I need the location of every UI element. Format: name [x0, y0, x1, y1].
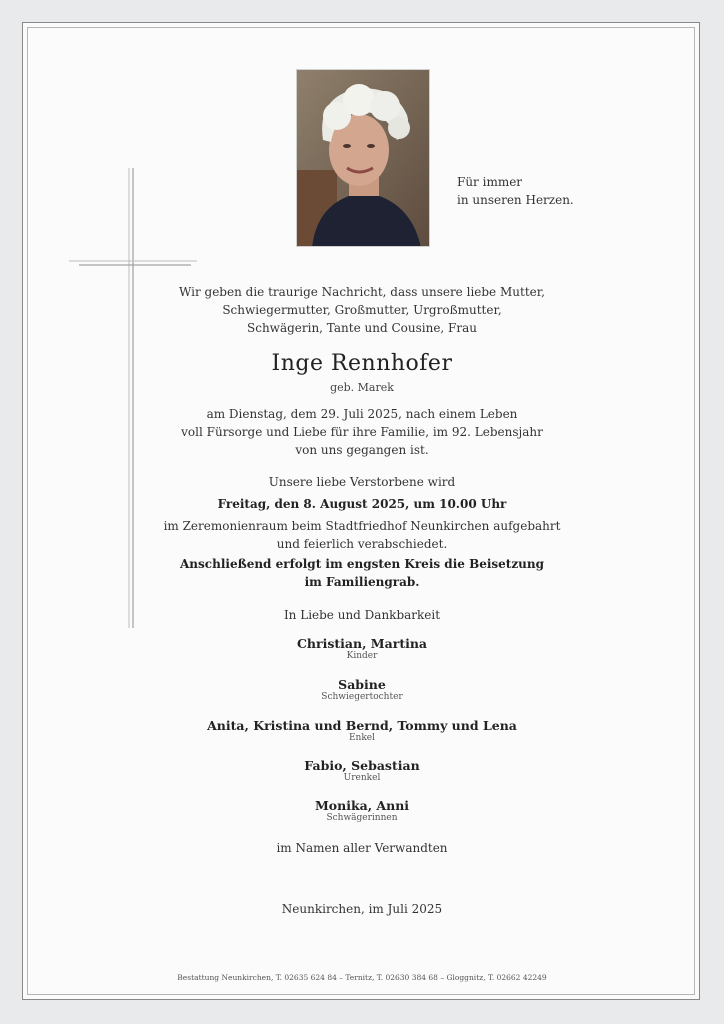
mourner-names: Fabio, Sebastian: [304, 758, 420, 773]
ceremony-place-line: im Zeremonienraum beim Stadtfriedhof Neunkirchen aufgebahrt: [163, 519, 561, 533]
motto-line: in unseren Herzen.: [457, 193, 574, 207]
maiden-name: geb. Marek: [330, 381, 394, 394]
mourner-entry: [23, 718, 701, 743]
ceremony-date: Freitag, den 8. August 2025, um 10.00 Uhr: [217, 497, 507, 511]
mourner-role: Kinder: [346, 651, 378, 661]
intro-line: Wir geben die traurige Nachricht, dass unsere liebe Mutter,: [179, 285, 545, 299]
portrait-photo: [296, 69, 430, 247]
mourner-entry: [23, 798, 701, 823]
place-date: Neunkirchen, im Juli 2025: [281, 902, 443, 916]
mourner-names: Christian, Martina: [296, 636, 428, 651]
ceremony-place: [23, 517, 701, 553]
intro-text: [23, 283, 701, 337]
intro-line: Schwiegermutter, Großmutter, Urgroßmutter,: [222, 303, 502, 317]
mourner-names: Sabine: [338, 677, 386, 692]
motto-line: Für immer: [457, 175, 523, 189]
motto-text: [457, 173, 574, 209]
mourner-entry: [23, 758, 701, 783]
burial-text: [23, 555, 701, 591]
intro-line: Schwägerin, Tante und Cousine, Frau: [247, 321, 477, 335]
mourner-role: Enkel: [348, 733, 376, 743]
death-text: [23, 405, 701, 459]
burial-line: Anschließend erfolgt im engsten Kreis die Beisetzung: [180, 557, 544, 571]
ceremony-intro: Unsere liebe Verstorbene wird: [268, 475, 456, 489]
death-line: voll Fürsorge und Liebe für ihre Familie, im 92. Lebensjahr: [181, 425, 543, 439]
ceremony-place-line: und feierlich verabschiedet.: [276, 537, 448, 551]
obituary-page: [22, 22, 700, 1000]
mourner-names: Anita, Kristina und Bernd, Tommy und Lena: [207, 718, 517, 733]
death-line: von uns gegangen ist.: [295, 443, 429, 457]
death-line: am Dienstag, dem 29. Juli 2025, nach einem Leben: [206, 407, 518, 421]
mourner-role: Schwiegertochter: [321, 692, 403, 702]
mourner-entry: [23, 636, 701, 661]
footer-contact: Bestattung Neunkirchen, T. 02635 624 84 – Ternitz, T. 02630 384 68 – Gloggnitz, T. 02662 42249: [177, 973, 547, 982]
relatives-text: im Namen aller Verwandten: [276, 841, 448, 855]
mourner-role: Schwägerinnen: [326, 813, 398, 823]
mourner-entry: [23, 677, 701, 702]
deceased-name: Inge Rennhofer: [271, 351, 453, 376]
mourner-names: Monika, Anni: [314, 798, 410, 813]
closing-text: In Liebe und Dankbarkeit: [283, 608, 441, 622]
burial-line: im Familiengrab.: [304, 575, 420, 589]
mourner-role: Urenkel: [343, 773, 381, 783]
